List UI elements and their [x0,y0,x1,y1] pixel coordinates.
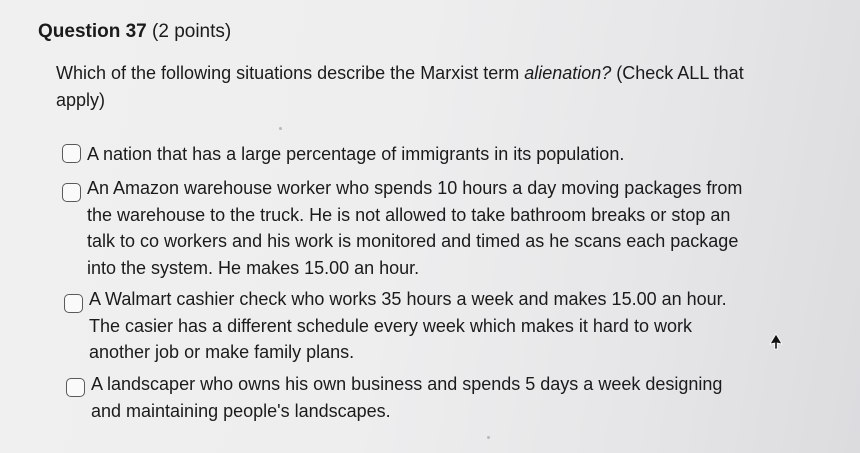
answer-option-2[interactable] [62,175,747,281]
option-3-checkbox[interactable] [64,294,83,313]
option-4-label: A landscaper who owns his own business and spends 5 days a week designing and maintaining people's landscapes. [91,374,723,421]
option-2-label: An Amazon warehouse worker who spends 10 hours a day moving packages from the warehouse to the truck. He is not allowed to take bathroom breaks or stop an talk to co workers and his work is monitored and timed as he scans each package into the system. He makes 15.00 an hour. [87,178,743,278]
prompt-lead-text: Which of the following situations describe the Marxist term [56,63,525,83]
option-2-checkbox[interactable] [62,183,81,202]
prompt-instruction: (Check ALL that apply) [56,63,744,110]
prompt-term: alienation? [524,63,612,83]
option-1-label: A nation that has a large percentage of immigrants in its population. [87,144,625,164]
answer-option-1[interactable] [62,141,747,168]
option-3-label: A Walmart cashier check who works 35 hours a week and makes 15.00 an hour. The casier has a different schedule every week which makes it hard to work another job or make family plans. [89,289,727,362]
question-points: (2 points) [152,21,232,42]
option-1-checkbox[interactable] [62,144,81,163]
answer-option-4[interactable] [66,371,751,424]
option-4-checkbox[interactable] [66,378,85,397]
question-prompt [56,60,776,114]
answer-option-3[interactable] [64,286,749,366]
question-title: Question 37 [38,21,147,42]
screen-speck [487,436,490,439]
mouse-pointer-icon [768,333,784,351]
screen-speck [279,127,282,130]
question-header [38,20,231,44]
